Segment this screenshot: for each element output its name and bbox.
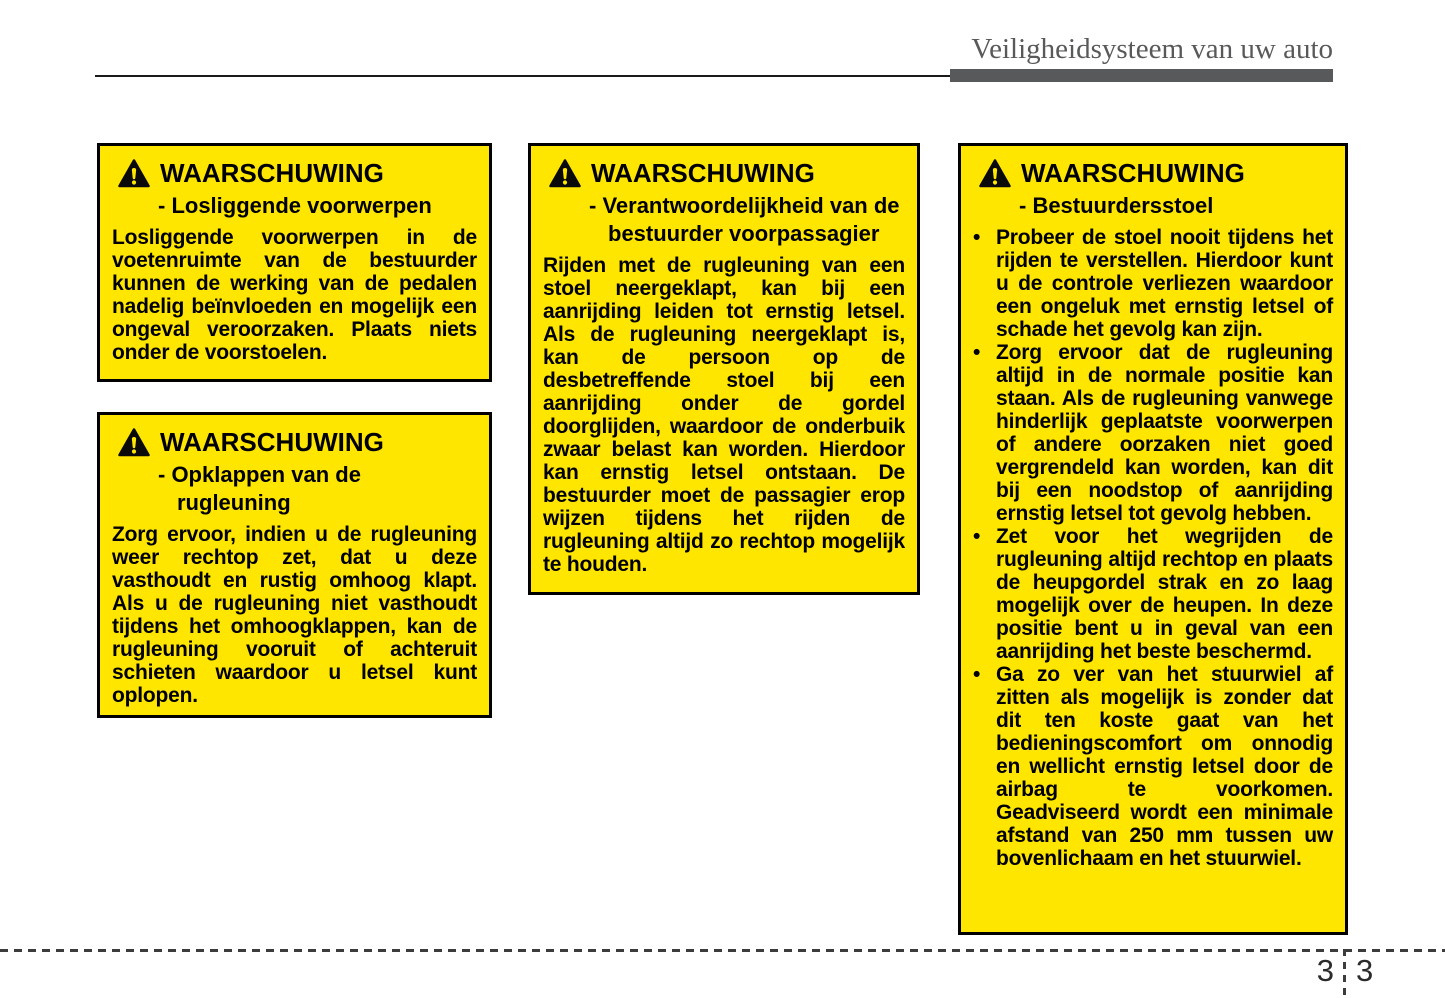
bullet-icon: • [973,226,981,249]
header-rule-thin [95,75,953,77]
warning-box-seatback-up [97,412,492,718]
warning-triangle-icon [979,159,1011,188]
warning-title: WAARSCHUWING [160,158,384,188]
bullet-icon: • [973,525,981,548]
warning-triangle-icon [118,159,150,188]
warning-body: Rijden met de rugleuning van een stoel neergeklapt, kan bij een aanrijding leiden tot ernstig letsel. Als de rugleuning neergeklapt is, kan de persoon op de desbetreffende stoel bij een aanrijding onder de gordel doorglijden, waardoor de onderbuik zwaar belast kan worden. Hierdoor kan ernstig letsel ontstaan. De bestuurder moet de passagier erop wijzen tijdens het rijden de rugleuning altijd zo rechtop mogelijk te houden. [543,254,905,576]
page-number-page: 3 [1356,953,1374,988]
warning-subtitle: - Opklappen van de rugleuning [158,462,361,515]
bullet-text: Zorg ervoor dat de rugleuning altijd in de normale positie kan staan. Als de rugleuning vanwege hinderlijk geplaatste voorwerpen of andere oorzaken niet goed vergrendeld kan worden, kan dit bij een noodstop of aanrijding ernstig letsel tot gevolg hebben. [996,341,1333,525]
warning-box-loose-objects [97,143,492,382]
warning-triangle-icon [549,159,581,188]
warning-body: Losliggende voorwerpen in de voetenruimte van de bestuurder kunnen de werking van de pedalen nadelig beïnvloeden en mogelijk een ongeval veroorzaken. Plaats niets onder de voorstoelen. [112,226,477,364]
warning-subtitle: - Verantwoordelijkheid van de bestuurder voorpassagier [589,193,900,246]
page-number-chapter: 3 [1316,953,1334,988]
warning-bullet-item [973,663,1333,870]
warning-body: Zorg ervoor, indien u de rugleuning weer rechtop zet, dat u deze vasthoudt en rustig omhoog klapt. Als u de rugleuning niet vasthoudt tijdens het omhoogklappen, kan de rugleuning vooruit of achteruit schieten waardoor u letsel kunt oplopen. [112,523,477,707]
warning-header [543,156,905,190]
warning-title: WAARSCHUWING [160,427,384,457]
warning-bullet-item [973,525,1333,663]
bullet-icon: • [973,341,981,364]
warning-bullet-item [973,226,1333,341]
bullet-icon: • [973,663,981,686]
warning-bullet-item [973,341,1333,525]
bullet-text: Zet voor het wegrijden de rugleuning altijd rechtop en plaats de heupgordel strak en zo laag mogelijk over de heupen. In deze positie bent u in geval van een aanrijding het beste beschermd. [996,525,1333,663]
footer-horizontal-dashed-line [0,949,1445,952]
bullet-text: Ga zo ver van het stuurwiel af zitten als mogelijk is zonder dat dit ten koste gaat van het bedieningscomfort om onnodig en wellicht ernstig letsel door de airbag te voorkomen. Geadviseerd wordt een minimale afstand van 250 mm tussen uw bovenlichaam en het stuurwiel. [996,663,1333,870]
warning-title: WAARSCHUWING [1021,158,1245,188]
warning-title: WAARSCHUWING [591,158,815,188]
warning-bullet-list [973,226,1333,870]
warning-box-driver-seat [958,143,1348,935]
warning-header [973,156,1333,190]
warning-box-passenger-responsibility [528,143,920,595]
page-title: Veiligheidsysteem van uw auto [971,33,1333,65]
footer-vertical-dashed-line [1343,949,1346,998]
warning-subtitle: - Bestuurdersstoel [1019,193,1214,218]
header-rule-bar [950,69,1333,82]
warning-subtitle: - Losliggende voorwerpen [158,193,432,218]
warning-header [112,156,477,190]
warning-header [112,425,477,459]
warning-triangle-icon [118,428,150,457]
bullet-text: Probeer de stoel nooit tijdens het rijden te verstellen. Hierdoor kunt u de controle verliezen waardoor een ongeluk met ernstig letsel of schade het gevolg kan zijn. [996,226,1333,341]
